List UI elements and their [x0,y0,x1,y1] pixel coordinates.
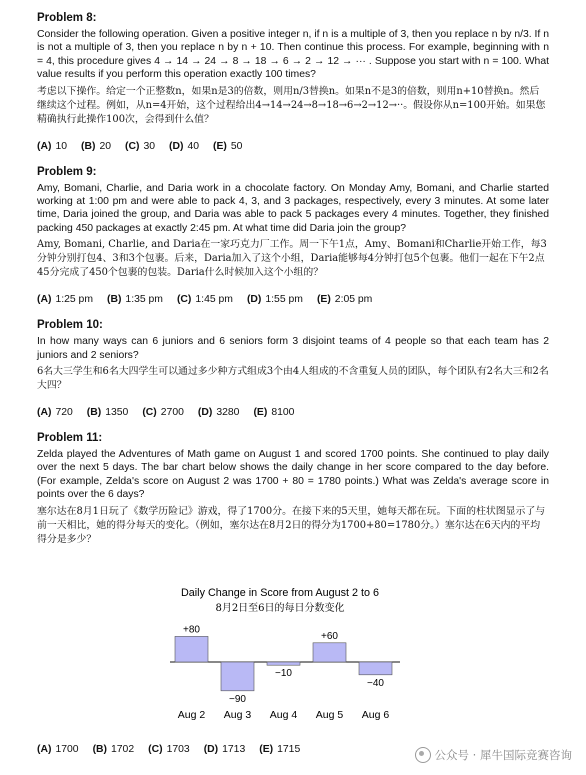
chart-category-label: Aug 3 [223,709,252,721]
problem-english-text: Amy, Bomani, Charlie, and Daria work in a chocolate factory. On Monday Amy, Bomani, and Charlie started working at 1:00 pm and were able to pack 4, 3, and 3 packages, respectively, every 3 minutes. At some later time, Daria joined the group, and Daria was able to pack 5 packages every 4 minutes. Together, they finished packing 450 packages at exactly 2:45 pm. At what time did Daria join the group? [37,182,549,234]
choice-d[interactable]: (D) 40 [169,140,199,152]
choice-a[interactable]: (A) 1:25 pm [37,294,93,306]
chart-bar-aug-4 [267,662,300,665]
problem-english-text: Zelda played the Adventures of Math game on August 1 and scored 1700 points. She continued to play daily over the next 5 days. The bar chart below shows the daily change in her score compared to the day before. (For example, Zelda's score on August 2 was 1700 + 80 = 1780 points.) What was Zelda's average score in points over the 6 days? [37,449,549,501]
problem-chinese-text: 塞尔达在8月1日玩了《数学历险记》游戏，得了1700分。在接下来的5天里，她每天都在玩。下面的柱状图显示了与前一天相比，她的得分每天的变化。（例如，塞尔达在8月2日的得分为1700+80=1780分。）塞尔达在6天内的平均得分是多少？ [37,505,546,545]
choice-c[interactable]: (C) 1703 [148,744,190,755]
choice-e[interactable]: (E) 1715 [259,744,301,755]
choice-c[interactable]: (C) 30 [125,140,155,152]
chart-category-label: Aug 5 [315,709,344,721]
problem-11 [37,432,549,547]
choice-b[interactable]: (B) 20 [81,140,111,152]
chart-bar-aug-2 [175,636,208,662]
chart-category-label: Aug 6 [361,709,390,721]
choice-a[interactable]: (A) 1700 [37,744,79,755]
chart-bar-aug-3 [221,662,254,691]
daily-change-bar-chart [150,582,410,724]
problem-sheet [37,12,549,561]
chart-bars [175,624,392,721]
choice-c[interactable]: (C) 1:45 pm [176,294,233,306]
choice-d[interactable]: (D) 1:55 pm [246,294,303,306]
chart-data-label: −10 [275,668,292,680]
choice-d[interactable]: (D) 1713 [203,744,246,755]
choice-b[interactable]: (B) 1:35 pm [106,294,163,306]
problem-8 [37,12,549,152]
problem-english-text: In how many ways can 6 juniors and 6 seniors form 3 disjoint teams of 4 people so that each team has 2 juniors and 2 seniors? [37,336,549,361]
chart-title: Daily Change in Score from August 2 to 6 [180,587,380,599]
chart-subtitle: 8月2日至6日的每日分数变化 [215,603,345,614]
chart-data-label: −90 [229,693,246,705]
problem-chinese-text: Amy, Bomani, Charlie, and Daria在一家巧克力厂工作。周一下午1点，Amy、Bomani和Charlie开始工作，每3分钟分别打包4、3和3个包裹。后来，Daria加入了这个小组，Daria能够每4分钟打包5个包裹。他们一起在下午2点45分完成了450个包裹的包装。Daria什么时候加入这个小组的？ [37,239,547,279]
problem-10 [37,319,549,418]
problem-title: Problem 8: [37,12,97,24]
watermark-text: 公众号 · 犀牛国际竞赛咨询 [434,748,572,762]
choice-c[interactable]: (C) 2700 [142,407,184,419]
problem-english-text: Consider the following operation. Given a positive integer n, if n is a multiple of 3, then you replace n by n/3. If n is not a multiple of 3, then you replace n by n + 10. Then continue this process. For example, beginning with n = 4, this procedure gives 4 → 14 → 24 → 8 → 18 → 6 → 2 → 12 → ··· . Suppose you start with n = 100. What value results if you perform this operation exactly 100 times? [37,29,549,81]
choice-a[interactable]: (A) 720 [37,407,73,419]
problem-title: Problem 10: [37,319,103,332]
chart-data-label: +60 [321,630,338,642]
chart-data-label: −40 [367,677,384,689]
problem-title: Problem 11: [37,432,103,445]
problem-9 [37,166,549,306]
answer-choices [37,294,549,305]
problem-title: Problem 9: [37,165,97,178]
problem-chinese-text: 6名大三学生和6名大四学生可以通过多少种方式组成3个由4人组成的不含重复人员的团队，每个团队有2名大三和2名大四？ [37,366,549,392]
choice-b[interactable]: (B) 1350 [86,407,129,419]
problem-11-answer-choices [37,744,300,755]
chart-bar-aug-5 [313,643,346,662]
watermark [415,747,572,763]
choice-b[interactable]: (B) 1702 [92,744,135,755]
chart-bar-aug-6 [359,662,392,675]
answer-choices [37,407,549,418]
answer-choices [37,141,549,152]
chart-category-label: Aug 4 [269,709,298,721]
choice-a[interactable]: (A) 10 [37,140,67,152]
chart-data-label: +80 [183,624,200,636]
choice-e[interactable]: (E) 2:05 pm [316,294,373,306]
choice-e[interactable]: (E) 8100 [253,407,295,419]
wechat-official-account-icon [415,747,431,763]
problem-chinese-text: 考虑以下操作。给定一个正整数n，如果n是3的倍数，则用n/3替换n。如果n不是3的倍数，则用n+10替换n。然后继续这个过程。例如，从n=4开始，这个过程给出4→14→24→8→18→6→2→12→··。假设你从n=100开始。如果您精确执行此操作100次，会得到什么值？ [37,85,546,125]
choice-e[interactable]: (E) 50 [213,140,243,152]
choice-d[interactable]: (D) 3280 [197,407,240,419]
chart-category-label: Aug 2 [177,709,206,721]
